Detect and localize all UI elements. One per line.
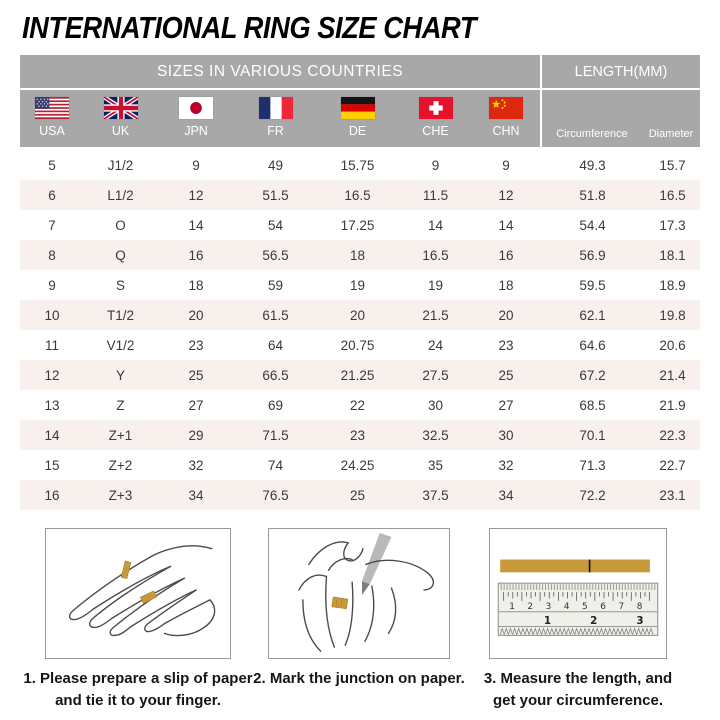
cell-de: 23 xyxy=(349,427,366,443)
column-label-de: DE xyxy=(348,124,367,138)
cell-che: 24 xyxy=(427,337,444,353)
circumference-column-label: Circumference xyxy=(556,128,628,140)
cell-fr: 51.5 xyxy=(262,187,289,203)
cell-circumference: 64.6 xyxy=(579,337,606,353)
cell-jpn: 23 xyxy=(188,337,204,353)
caption-line: 1. Please prepare a slip of paper xyxy=(23,670,253,687)
column-header-jpn xyxy=(157,90,235,147)
cell-fr: 49 xyxy=(267,157,284,173)
cell-chn: 30 xyxy=(498,427,514,443)
svg-text:6: 6 xyxy=(600,601,606,612)
cell-de: 20.75 xyxy=(340,337,375,353)
column-header-che xyxy=(399,90,472,147)
cell-fr: 66.5 xyxy=(262,367,289,383)
column-header-uk xyxy=(84,90,157,147)
cell-jpn: 18 xyxy=(188,277,204,293)
cell-jpn: 14 xyxy=(188,217,204,233)
ruler-measurement-illustration xyxy=(490,529,666,658)
country-columns xyxy=(20,90,540,147)
cell-uk: Q xyxy=(115,247,126,263)
cell-de: 21.25 xyxy=(340,367,375,383)
cell-circumference: 51.8 xyxy=(579,187,606,203)
cell-fr: 76.5 xyxy=(262,487,289,503)
cell-chn: 27 xyxy=(498,397,514,413)
ruler-measurement-box xyxy=(489,528,667,659)
cell-jpn: 20 xyxy=(188,307,204,323)
cell-chn: 32 xyxy=(498,457,514,473)
cell-jpn: 16 xyxy=(188,247,204,263)
instruction-caption-1 xyxy=(8,668,268,712)
cell-che: 9 xyxy=(431,157,440,173)
cell-jpn: 34 xyxy=(188,487,204,503)
cell-de: 19 xyxy=(349,277,366,293)
column-header-de xyxy=(316,90,399,147)
cell-diameter: 21.4 xyxy=(659,367,686,383)
cell-circumference: 68.5 xyxy=(579,397,606,413)
cell-jpn: 12 xyxy=(188,187,204,203)
cell-circumference: 56.9 xyxy=(579,247,606,263)
cell-chn: 12 xyxy=(498,187,514,203)
cell-circumference: 67.2 xyxy=(579,367,606,383)
cell-de: 16.5 xyxy=(344,187,371,203)
cell-diameter: 22.7 xyxy=(659,457,686,473)
cell-diameter: 19.8 xyxy=(659,307,686,323)
length-group-header: LENGTH(MM) xyxy=(542,55,700,88)
cell-circumference: 49.3 xyxy=(579,157,606,173)
cell-uk: L1/2 xyxy=(107,187,134,203)
table-row xyxy=(20,420,700,450)
svg-text:2: 2 xyxy=(590,615,598,628)
instruction-caption-2 xyxy=(239,668,479,690)
cell-jpn: 25 xyxy=(188,367,204,383)
cell-de: 22 xyxy=(349,397,366,413)
cell-diameter: 18.1 xyxy=(659,247,686,263)
cell-uk: Z+2 xyxy=(108,457,133,473)
cell-uk: T1/2 xyxy=(106,307,134,323)
cell-usa: 16 xyxy=(44,487,60,503)
column-header-usa xyxy=(20,90,84,147)
cell-chn: 34 xyxy=(498,487,514,503)
germany-flag-icon xyxy=(341,97,375,119)
cell-usa: 14 xyxy=(44,427,60,443)
svg-text:3: 3 xyxy=(636,615,644,628)
table-row xyxy=(20,240,700,270)
measuring-instructions xyxy=(0,520,720,720)
cell-uk: Z xyxy=(116,397,125,413)
cell-uk: J1/2 xyxy=(107,157,134,173)
caption-line: get your circumference. xyxy=(492,691,664,709)
cell-fr: 74 xyxy=(267,457,284,473)
cell-che: 35 xyxy=(427,457,444,473)
mark-junction-box xyxy=(268,528,450,659)
cell-uk: Z+1 xyxy=(108,427,133,443)
svg-text:1: 1 xyxy=(543,615,552,628)
cell-che: 37.5 xyxy=(422,487,449,503)
france-flag-icon xyxy=(259,97,293,119)
china-flag-icon xyxy=(489,97,523,119)
cell-chn: 14 xyxy=(498,217,514,233)
hand-with-paper-strip-illustration xyxy=(46,529,230,658)
cell-usa: 9 xyxy=(48,277,56,293)
cell-jpn: 29 xyxy=(188,427,204,443)
cell-uk: V1/2 xyxy=(106,337,135,353)
table-row xyxy=(20,450,700,480)
length-columns xyxy=(542,90,700,147)
cell-chn: 9 xyxy=(502,157,510,173)
column-label-fr: FR xyxy=(267,124,284,138)
cell-chn: 25 xyxy=(498,367,514,383)
cell-uk: O xyxy=(115,217,126,233)
cell-diameter: 21.9 xyxy=(659,397,686,413)
countries-group-header: SIZES IN VARIOUS COUNTRIES xyxy=(20,55,540,88)
cell-chn: 18 xyxy=(498,277,514,293)
cell-usa: 12 xyxy=(44,367,60,383)
cell-che: 27.5 xyxy=(422,367,449,383)
table-row xyxy=(20,330,700,360)
cell-circumference: 71.3 xyxy=(579,457,606,473)
cell-usa: 11 xyxy=(44,337,59,353)
column-label-jpn: JPN xyxy=(184,124,208,138)
cell-circumference: 54.4 xyxy=(579,217,606,233)
table-row xyxy=(20,150,700,180)
cell-fr: 56.5 xyxy=(262,247,289,263)
diameter-column-label: Diameter xyxy=(648,128,694,140)
table-row xyxy=(20,270,700,300)
cell-fr: 54 xyxy=(267,217,284,233)
cell-che: 32.5 xyxy=(422,427,449,443)
cell-circumference: 59.5 xyxy=(579,277,606,293)
cell-jpn: 32 xyxy=(188,457,204,473)
ring-size-table xyxy=(20,55,700,510)
cell-uk: Z+3 xyxy=(108,487,133,503)
column-label-usa: USA xyxy=(39,124,65,138)
uk-flag-icon xyxy=(104,97,138,119)
cell-usa: 10 xyxy=(44,307,60,323)
cell-circumference: 62.1 xyxy=(579,307,606,323)
cell-fr: 61.5 xyxy=(262,307,289,323)
cell-de: 18 xyxy=(349,247,366,263)
table-row xyxy=(20,360,700,390)
cell-de: 17.25 xyxy=(340,217,375,233)
cell-fr: 59 xyxy=(267,277,284,293)
cell-de: 24.25 xyxy=(340,457,375,473)
hand-with-paper-strip-box xyxy=(45,528,231,659)
table-row xyxy=(20,180,700,210)
cell-de: 20 xyxy=(349,307,366,323)
table-row xyxy=(20,210,700,240)
cell-jpn: 27 xyxy=(188,397,204,413)
column-label-che: CHE xyxy=(422,124,449,138)
cell-diameter: 20.6 xyxy=(659,337,686,353)
cell-usa: 8 xyxy=(48,247,56,263)
japan-flag-icon xyxy=(179,97,213,119)
cell-usa: 6 xyxy=(48,187,56,203)
svg-text:1: 1 xyxy=(509,601,515,612)
table-row xyxy=(20,390,700,420)
svg-text:8: 8 xyxy=(636,601,643,612)
instruction-caption-3 xyxy=(458,668,698,712)
table-row xyxy=(20,480,700,510)
table-column-header-row xyxy=(20,90,700,147)
cell-diameter: 16.5 xyxy=(659,187,686,203)
cell-diameter: 18.9 xyxy=(659,277,686,293)
svg-text:5: 5 xyxy=(582,601,588,612)
cell-jpn: 9 xyxy=(192,157,200,173)
cell-usa: 7 xyxy=(48,217,56,233)
cell-che: 16.5 xyxy=(422,247,449,263)
table-group-header-row xyxy=(20,55,700,88)
cell-usa: 15 xyxy=(44,457,60,473)
cell-diameter: 22.3 xyxy=(659,427,686,443)
column-label-uk: UK xyxy=(111,124,130,138)
svg-text:4: 4 xyxy=(563,601,570,612)
cell-chn: 23 xyxy=(498,337,514,353)
cell-circumference: 70.1 xyxy=(579,427,606,443)
svg-text:2: 2 xyxy=(527,601,534,612)
svg-text:3: 3 xyxy=(545,601,552,612)
cell-che: 11.5 xyxy=(422,187,449,203)
caption-line: 2. Mark the junction on paper. xyxy=(253,670,465,687)
cell-fr: 69 xyxy=(267,397,284,413)
caption-line: 3. Measure the length, and xyxy=(483,670,673,687)
column-header-chn xyxy=(472,90,540,147)
usa-flag-icon xyxy=(35,97,69,119)
cell-chn: 16 xyxy=(498,247,514,263)
switzerland-flag-icon xyxy=(419,97,453,119)
cell-usa: 5 xyxy=(48,157,56,173)
column-label-chn: CHN xyxy=(492,124,520,138)
caption-line: and tie it to your finger. xyxy=(55,691,221,709)
svg-text:7: 7 xyxy=(618,601,625,612)
cell-fr: 64 xyxy=(267,337,284,353)
cell-uk: Y xyxy=(115,367,125,383)
column-header-fr xyxy=(235,90,316,147)
cell-che: 19 xyxy=(427,277,444,293)
cell-diameter: 17.3 xyxy=(659,217,686,233)
cell-circumference: 72.2 xyxy=(579,487,606,503)
cell-de: 25 xyxy=(349,487,366,503)
table-body xyxy=(20,150,700,510)
cell-diameter: 23.1 xyxy=(659,487,686,503)
cell-che: 14 xyxy=(427,217,444,233)
cell-uk: S xyxy=(115,277,125,293)
cell-de: 15.75 xyxy=(340,157,375,173)
page-title: INTERNATIONAL RING SIZE CHART xyxy=(22,10,477,45)
cell-fr: 71.5 xyxy=(262,427,289,443)
mark-junction-illustration xyxy=(269,529,449,658)
table-row xyxy=(20,300,700,330)
cell-che: 21.5 xyxy=(422,307,449,323)
cell-che: 30 xyxy=(427,397,444,413)
cell-usa: 13 xyxy=(44,397,60,413)
cell-diameter: 15.7 xyxy=(659,157,686,173)
cell-chn: 20 xyxy=(498,307,514,323)
